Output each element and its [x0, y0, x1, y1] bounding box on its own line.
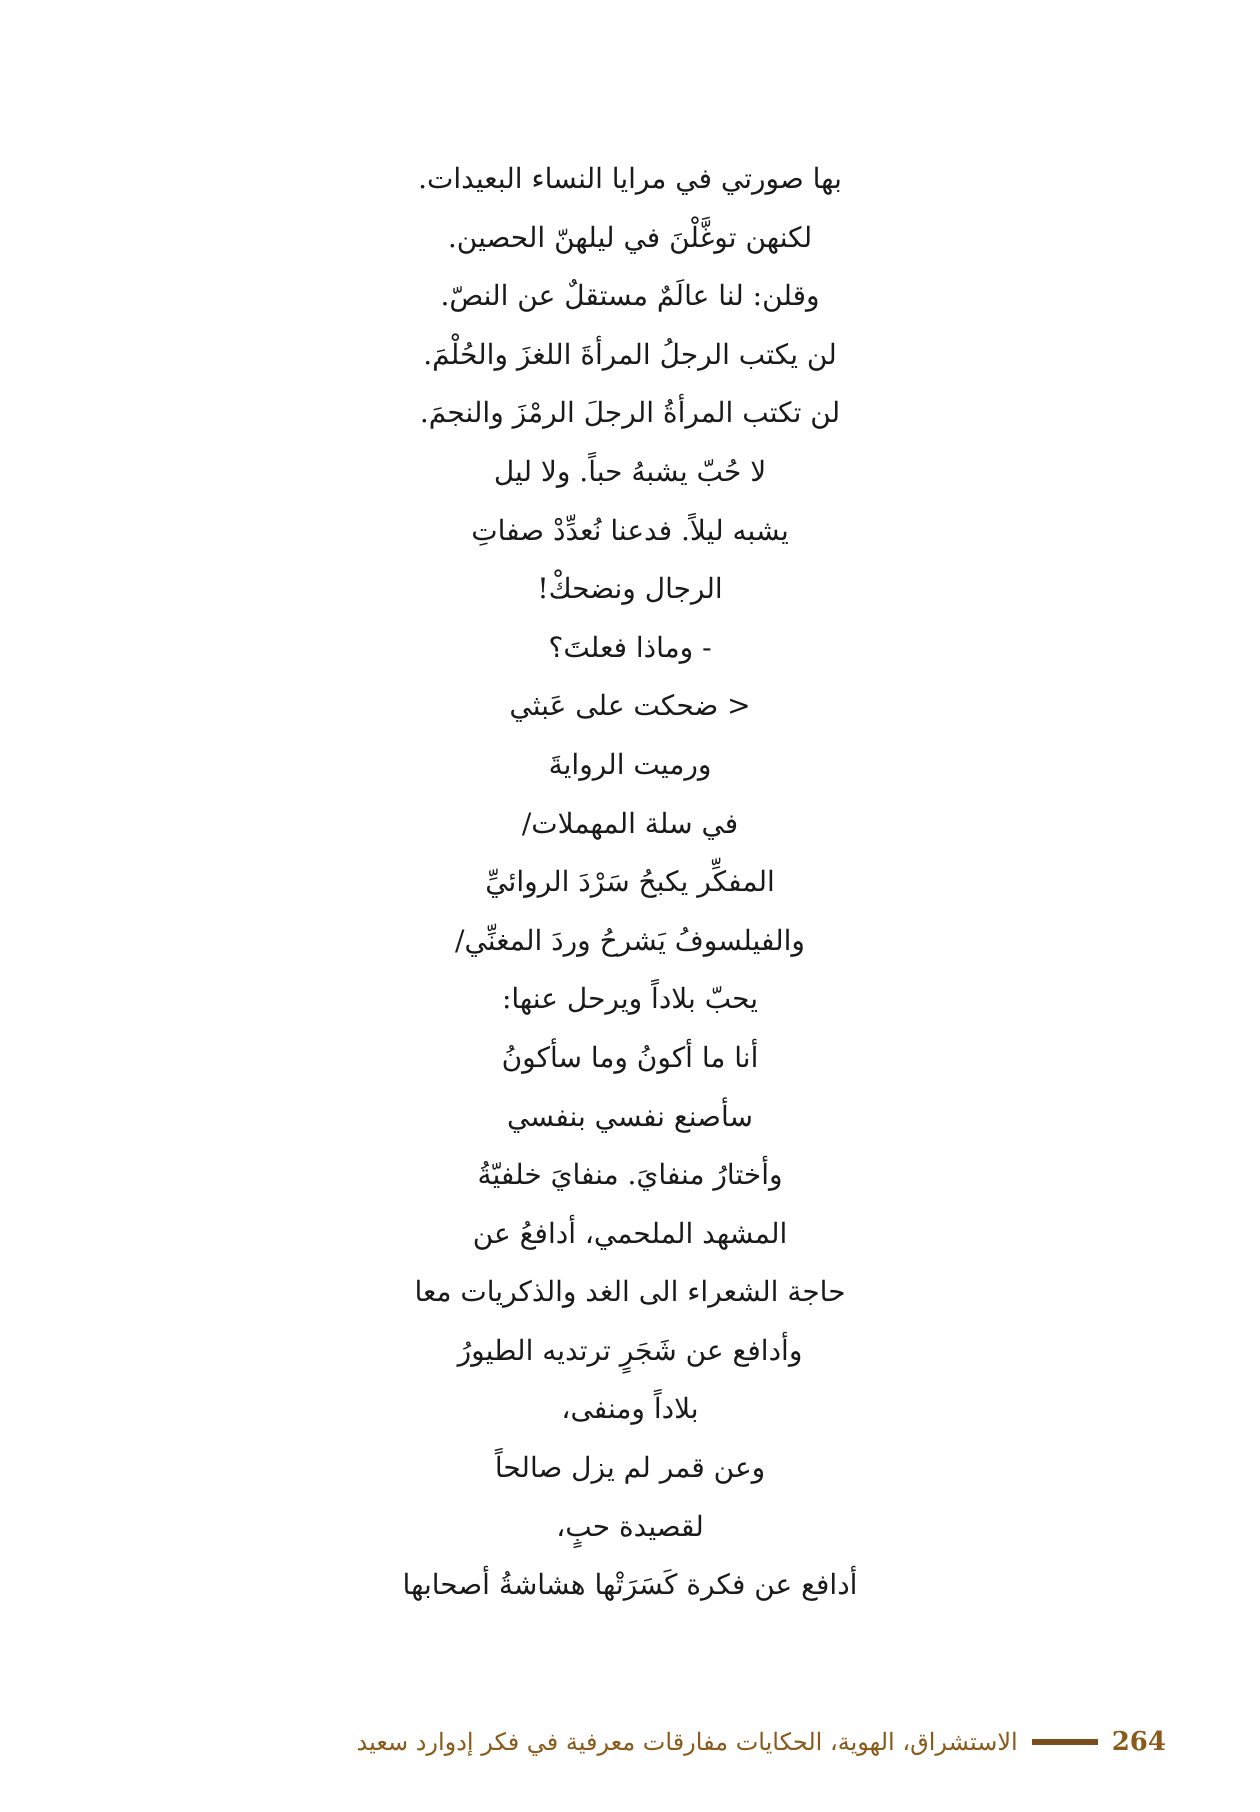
page-number: 264 [1111, 1727, 1166, 1757]
poem-line: < ضحكت على عَبثي [509, 689, 751, 723]
poem-line: أنا ما أكونُ وما سأكونُ [501, 1040, 759, 1074]
poem-line: بلاداً ومنفى، [561, 1392, 699, 1426]
poem-text [0, 150, 1260, 1615]
poem-line: والفيلسوفُ يَشرحُ وردَ المغنِّي/ [455, 923, 805, 957]
poem-line: لقصيدة حبٍ، [556, 1509, 704, 1543]
poem-line: وأختارُ منفايَ. منفايَ خلفيّةُ [477, 1158, 783, 1192]
poem-line: - وماذا فعلتَ؟ [548, 630, 712, 664]
poem-line: وقلن: لنا عالَمٌ مستقلٌ عن النصّ. [440, 279, 820, 313]
poem-line: المشهد الملحمي، أدافعُ عن [472, 1216, 788, 1250]
poem-line: يحبّ بلاداً ويرحل عنها: [501, 982, 759, 1016]
poem-line: لا حُبّ يشبهُ حباً. ولا ليل [493, 454, 767, 488]
poem-line: أدافع عن فكرة كَسَرَتْها هشاشةُ أصحابها [402, 1568, 858, 1602]
running-title: الاستشراق، الهوية، الحكايات مفارقات معرفية في فكر إدوارد سعيد [356, 1728, 1018, 1756]
poem-line: وأدافع عن شَجَرٍ ترتديه الطيورُ [457, 1333, 803, 1367]
poem-line: ورميت الروايةَ [548, 747, 712, 781]
poem-line: الرجال ونضحكْ! [537, 572, 723, 606]
poem-line: حاجة الشعراء الى الغد والذكريات معا [414, 1275, 846, 1309]
poem-line: بها صورتي في مرايا النساء البعيدات. [418, 162, 842, 195]
footer-divider [1032, 1739, 1098, 1745]
poem-line: لكنهن توغَّلْنَ في ليلهنّ الحصين. [447, 220, 813, 254]
poem-line: في سلة المهملات/ [521, 806, 739, 840]
page-footer [357, 1722, 1166, 1762]
poem-line: لن تكتب المرأةُ الرجلَ الرمْزَ والنجمَ. [419, 396, 841, 430]
poem-line: المفكِّر يكبحُ سَرْدَ الروائيِّ [485, 865, 775, 899]
poem-line: يشبه ليلاً. فدعنا نُعدِّدْ صفاتِ [471, 513, 789, 547]
poem-line: وعن قمر لم يزل صالحاً [494, 1451, 766, 1485]
poem-line: لن يكتب الرجلُ المرأةَ اللغزَ والحُلْمَ. [423, 337, 837, 371]
poem-line: سأصنع نفسي بنفسي [507, 1099, 753, 1133]
